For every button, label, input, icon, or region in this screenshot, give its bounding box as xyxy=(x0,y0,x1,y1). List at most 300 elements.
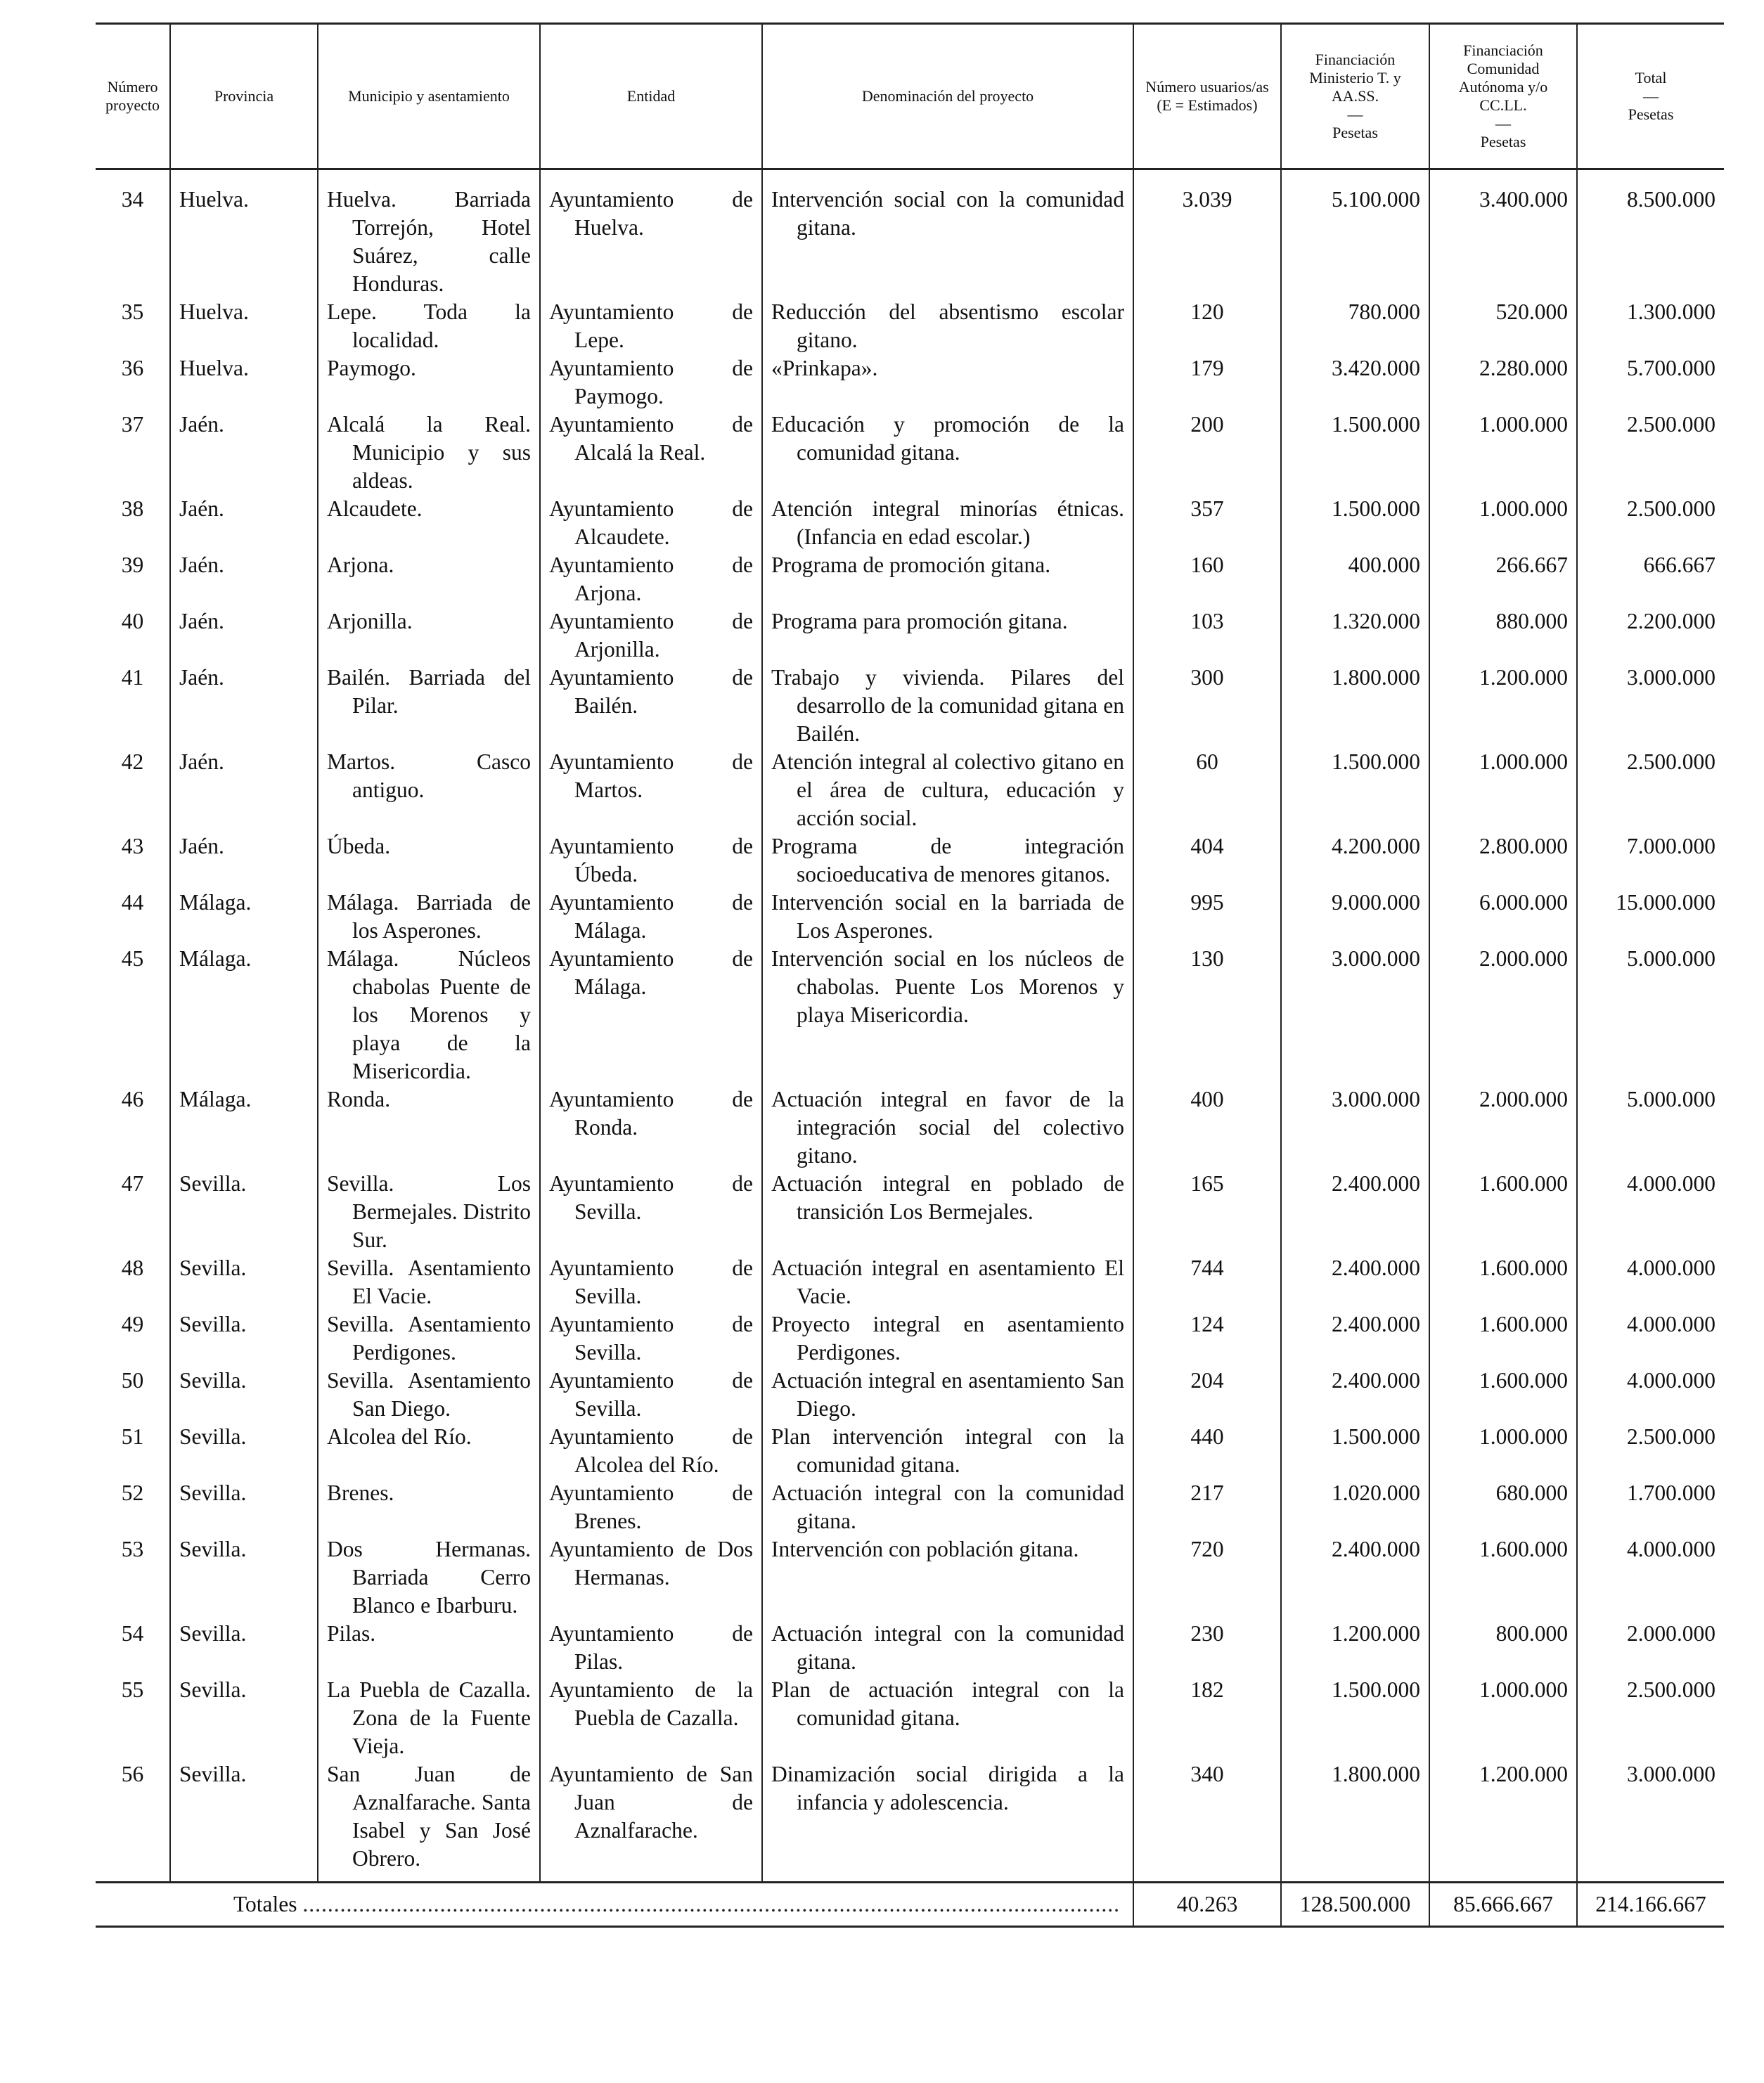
cell-provincia: Sevilla. xyxy=(170,1535,318,1620)
cell-usuarios: 720 xyxy=(1133,1535,1281,1620)
cell-entidad xyxy=(540,1254,762,1310)
cell-entidad xyxy=(540,354,762,411)
cell-entidad xyxy=(540,169,762,299)
cell-numero: 42 xyxy=(121,749,144,774)
totals-label: Totales xyxy=(233,1892,297,1916)
cell-numero: 51 xyxy=(121,1424,144,1449)
cell-municipio-text: Sevilla. Asentamiento Perdigones. xyxy=(327,1312,531,1365)
cell-ministerio: 1.020.000 xyxy=(1281,1479,1429,1535)
cell-usuarios: 130 xyxy=(1133,945,1281,1085)
cell-proyecto xyxy=(762,748,1133,832)
cell-ministerio: 3.000.000 xyxy=(1281,1085,1429,1170)
cell-ministerio: 4.200.000 xyxy=(1281,832,1429,889)
cell-ministerio: 400.000 xyxy=(1281,551,1429,607)
cell-proyecto-text: Intervención social en la barriada de Los Asperones. xyxy=(771,890,1124,943)
cell-provincia: Sevilla. xyxy=(170,1760,318,1883)
cell-entidad xyxy=(540,551,762,607)
cell-usuarios: 165 xyxy=(1133,1170,1281,1254)
cell-ministerio: 2.400.000 xyxy=(1281,1170,1429,1254)
cell-comunidad: 266.667 xyxy=(1429,551,1577,607)
table-row xyxy=(96,495,1724,551)
cell-municipio-text: Alcalá la Real. Municipio y sus aldeas. xyxy=(327,412,531,493)
cell-entidad xyxy=(540,889,762,945)
cell-ministerio: 2.400.000 xyxy=(1281,1367,1429,1423)
cell-proyecto-text: Educación y promoción de la comunidad gitana. xyxy=(771,412,1124,465)
cell-numero: 49 xyxy=(121,1312,144,1336)
cell-proyecto-text: Actuación integral en asentamiento San Diego. xyxy=(771,1368,1124,1421)
cell-comunidad: 3.400.000 xyxy=(1429,169,1577,299)
cell-entidad-text: Ayuntamiento de Sevilla. xyxy=(549,1256,753,1308)
cell-proyecto xyxy=(762,1760,1133,1883)
cell-proyecto-text: Atención integral al colectivo gitano en el área de cultura, educación y acción social. xyxy=(771,749,1124,830)
table-header xyxy=(96,24,1724,169)
cell-usuarios: 182 xyxy=(1133,1676,1281,1760)
header-total xyxy=(1577,24,1724,169)
cell-numero: 41 xyxy=(121,665,144,690)
header-comunidad-title: Financiación Comunidad Autónoma y/o CC.LL. xyxy=(1458,41,1548,114)
cell-provincia: Huelva. xyxy=(170,298,318,354)
cell-proyecto xyxy=(762,298,1133,354)
totals-label-cell xyxy=(96,1883,1133,1927)
cell-comunidad: 2.000.000 xyxy=(1429,945,1577,1085)
cell-comunidad: 1.000.000 xyxy=(1429,411,1577,495)
cell-usuarios: 60 xyxy=(1133,748,1281,832)
header-entidad: Entidad xyxy=(540,24,762,169)
table-row xyxy=(96,1535,1724,1620)
cell-municipio-text: Úbeda. xyxy=(327,834,391,858)
cell-municipio xyxy=(318,832,540,889)
cell-proyecto xyxy=(762,1423,1133,1479)
cell-entidad-text: Ayuntamiento de Alcolea del Río. xyxy=(549,1424,753,1477)
table-row xyxy=(96,354,1724,411)
cell-total: 7.000.000 xyxy=(1577,832,1724,889)
cell-municipio-text: Sevilla. Asentamiento San Diego. xyxy=(327,1368,531,1421)
cell-proyecto-text: Actuación integral en poblado de transición Los Bermejales. xyxy=(771,1171,1124,1224)
header-usuarios: Número usuarios/as (E = Estimados) xyxy=(1133,24,1281,169)
cell-proyecto xyxy=(762,1620,1133,1676)
cell-municipio-text: Arjonilla. xyxy=(327,609,413,633)
cell-numero: 56 xyxy=(121,1762,144,1786)
cell-usuarios: 160 xyxy=(1133,551,1281,607)
cell-proyecto xyxy=(762,1367,1133,1423)
cell-provincia: Málaga. xyxy=(170,945,318,1085)
cell-numero: 38 xyxy=(121,496,144,521)
cell-ministerio: 1.500.000 xyxy=(1281,1423,1429,1479)
table-row xyxy=(96,1423,1724,1479)
cell-proyecto-text: Programa de promoción gitana. xyxy=(771,553,1051,577)
cell-provincia: Sevilla. xyxy=(170,1254,318,1310)
cell-municipio xyxy=(318,298,540,354)
cell-municipio-text: Arjona. xyxy=(327,553,394,577)
header-total-title: Total xyxy=(1635,69,1667,86)
table-row xyxy=(96,298,1724,354)
cell-usuarios: 120 xyxy=(1133,298,1281,354)
cell-proyecto-text: Actuación integral con la comunidad gitana. xyxy=(771,1481,1124,1533)
cell-municipio-text: Pilas. xyxy=(327,1621,376,1646)
cell-entidad xyxy=(540,1676,762,1760)
cell-proyecto xyxy=(762,607,1133,664)
cell-entidad xyxy=(540,1760,762,1883)
totals-ministerio: 128.500.000 xyxy=(1281,1883,1429,1927)
cell-entidad xyxy=(540,607,762,664)
cell-municipio xyxy=(318,1479,540,1535)
cell-total: 4.000.000 xyxy=(1577,1254,1724,1310)
header-provincia: Provincia xyxy=(170,24,318,169)
cell-municipio-text: Dos Hermanas. Barriada Cerro Blanco e Ibarburu. xyxy=(327,1537,531,1618)
cell-proyecto xyxy=(762,495,1133,551)
cell-proyecto-text: Plan intervención integral con la comunidad gitana. xyxy=(771,1424,1124,1477)
cell-numero: 43 xyxy=(121,834,144,858)
cell-ministerio: 2.400.000 xyxy=(1281,1310,1429,1367)
cell-proyecto-text: «Prinkapa». xyxy=(771,356,878,380)
cell-municipio xyxy=(318,1254,540,1310)
cell-ministerio: 3.420.000 xyxy=(1281,354,1429,411)
cell-usuarios: 440 xyxy=(1133,1423,1281,1479)
cell-proyecto xyxy=(762,169,1133,299)
cell-comunidad: 6.000.000 xyxy=(1429,889,1577,945)
cell-comunidad: 1.600.000 xyxy=(1429,1170,1577,1254)
cell-comunidad: 1.000.000 xyxy=(1429,1423,1577,1479)
cell-comunidad: 2.000.000 xyxy=(1429,1085,1577,1170)
header-ministerio xyxy=(1281,24,1429,169)
cell-ministerio: 2.400.000 xyxy=(1281,1254,1429,1310)
table-row xyxy=(96,1170,1724,1254)
cell-usuarios: 357 xyxy=(1133,495,1281,551)
table-row xyxy=(96,1254,1724,1310)
cell-provincia: Jaén. xyxy=(170,551,318,607)
cell-ministerio: 5.100.000 xyxy=(1281,169,1429,299)
cell-usuarios: 3.039 xyxy=(1133,169,1281,299)
cell-total: 2.500.000 xyxy=(1577,1676,1724,1760)
cell-municipio xyxy=(318,495,540,551)
cell-proyecto-text: Plan de actuación integral con la comunidad gitana. xyxy=(771,1677,1124,1730)
cell-municipio-text: Sevilla. Los Bermejales. Distrito Sur. xyxy=(327,1171,531,1252)
table-row xyxy=(96,1310,1724,1367)
cell-entidad-text: Ayuntamiento de Málaga. xyxy=(549,946,753,999)
cell-total: 2.500.000 xyxy=(1577,411,1724,495)
cell-ministerio: 1.500.000 xyxy=(1281,1676,1429,1760)
cell-proyecto xyxy=(762,889,1133,945)
cell-comunidad: 1.600.000 xyxy=(1429,1367,1577,1423)
cell-total: 2.200.000 xyxy=(1577,607,1724,664)
header-municipio: Municipio y asentamiento xyxy=(318,24,540,169)
cell-total: 2.500.000 xyxy=(1577,1423,1724,1479)
cell-municipio xyxy=(318,169,540,299)
cell-ministerio: 3.000.000 xyxy=(1281,945,1429,1085)
cell-proyecto xyxy=(762,1085,1133,1170)
cell-usuarios: 204 xyxy=(1133,1367,1281,1423)
totals-total: 214.166.667 xyxy=(1577,1883,1724,1927)
cell-proyecto xyxy=(762,1479,1133,1535)
cell-provincia: Sevilla. xyxy=(170,1479,318,1535)
table-row xyxy=(96,169,1724,299)
cell-total: 2.500.000 xyxy=(1577,748,1724,832)
cell-municipio-text: Málaga. Barriada de los Asperones. xyxy=(327,890,531,943)
cell-entidad-text: Ayuntamiento de Úbeda. xyxy=(549,834,753,886)
cell-proyecto-text: Intervención con población gitana. xyxy=(771,1537,1079,1561)
header-comunidad xyxy=(1429,24,1577,169)
cell-entidad-text: Ayuntamiento de Málaga. xyxy=(549,890,753,943)
cell-total: 8.500.000 xyxy=(1577,169,1724,299)
cell-ministerio: 1.800.000 xyxy=(1281,1760,1429,1883)
cell-municipio-text: Lepe. Toda la localidad. xyxy=(327,299,531,352)
cell-ministerio: 780.000 xyxy=(1281,298,1429,354)
cell-provincia: Jaén. xyxy=(170,748,318,832)
cell-comunidad: 880.000 xyxy=(1429,607,1577,664)
cell-provincia: Jaén. xyxy=(170,411,318,495)
cell-entidad-text: Ayuntamiento de Lepe. xyxy=(549,299,753,352)
cell-entidad-text: Ayuntamiento de Pilas. xyxy=(549,1621,753,1674)
totals-usuarios: 40.263 xyxy=(1133,1883,1281,1927)
cell-comunidad: 1.200.000 xyxy=(1429,1760,1577,1883)
cell-entidad xyxy=(540,1620,762,1676)
cell-usuarios: 995 xyxy=(1133,889,1281,945)
project-table-page xyxy=(96,22,1724,1928)
cell-proyecto-text: Trabajo y vivienda. Pilares del desarrollo de la comunidad gitana en Bailén. xyxy=(771,665,1124,746)
cell-numero: 52 xyxy=(121,1481,144,1505)
cell-municipio xyxy=(318,664,540,748)
cell-municipio-text: Brenes. xyxy=(327,1481,394,1505)
cell-proyecto xyxy=(762,1310,1133,1367)
cell-municipio xyxy=(318,945,540,1085)
cell-provincia: Sevilla. xyxy=(170,1620,318,1676)
cell-total: 3.000.000 xyxy=(1577,1760,1724,1883)
cell-proyecto xyxy=(762,411,1133,495)
cell-proyecto-text: Proyecto integral en asentamiento Perdigones. xyxy=(771,1312,1124,1365)
table-row xyxy=(96,1479,1724,1535)
cell-municipio xyxy=(318,607,540,664)
cell-total: 666.667 xyxy=(1577,551,1724,607)
cell-numero: 55 xyxy=(121,1677,144,1702)
table-row xyxy=(96,1367,1724,1423)
cell-comunidad: 680.000 xyxy=(1429,1479,1577,1535)
cell-proyecto-text: Programa para promoción gitana. xyxy=(771,609,1068,633)
cell-ministerio: 1.200.000 xyxy=(1281,1620,1429,1676)
cell-entidad xyxy=(540,495,762,551)
cell-proyecto xyxy=(762,1676,1133,1760)
cell-numero: 44 xyxy=(121,890,144,915)
cell-numero: 40 xyxy=(121,609,144,633)
table-row xyxy=(96,607,1724,664)
table-row xyxy=(96,551,1724,607)
cell-provincia: Málaga. xyxy=(170,889,318,945)
cell-comunidad: 1.000.000 xyxy=(1429,748,1577,832)
cell-numero: 54 xyxy=(121,1621,144,1646)
cell-municipio-text: La Puebla de Cazalla. Zona de la Fuente Vieja. xyxy=(327,1677,531,1758)
cell-provincia: Jaén. xyxy=(170,664,318,748)
cell-proyecto xyxy=(762,1170,1133,1254)
cell-municipio-text: Huelva. Barriada Torrejón, Hotel Suárez, calle Honduras. xyxy=(327,187,531,296)
cell-entidad-text: Ayuntamiento de Paymogo. xyxy=(549,356,753,408)
cell-municipio-text: Málaga. Núcleos chabolas Puente de los Morenos y playa de la Misericordia. xyxy=(327,946,531,1083)
cell-municipio-text: Sevilla. Asentamiento El Vacie. xyxy=(327,1256,531,1308)
cell-provincia: Jaén. xyxy=(170,495,318,551)
cell-entidad xyxy=(540,664,762,748)
table-row xyxy=(96,889,1724,945)
table-row xyxy=(96,1760,1724,1883)
cell-entidad-text: Ayuntamiento de Alcaudete. xyxy=(549,496,753,549)
cell-entidad xyxy=(540,1367,762,1423)
cell-usuarios: 103 xyxy=(1133,607,1281,664)
header-numero-proyecto: Número proyecto xyxy=(96,24,170,169)
cell-municipio xyxy=(318,1423,540,1479)
cell-numero: 35 xyxy=(121,299,144,324)
table-body xyxy=(96,169,1724,1883)
cell-comunidad: 520.000 xyxy=(1429,298,1577,354)
cell-total: 5.000.000 xyxy=(1577,945,1724,1085)
cell-entidad-text: Ayuntamiento de Martos. xyxy=(549,749,753,802)
cell-entidad-text: Ayuntamiento de Arjona. xyxy=(549,553,753,605)
cell-numero: 46 xyxy=(121,1087,144,1111)
cell-provincia: Sevilla. xyxy=(170,1310,318,1367)
cell-comunidad: 1.600.000 xyxy=(1429,1535,1577,1620)
cell-numero: 47 xyxy=(121,1171,144,1196)
cell-comunidad: 1.000.000 xyxy=(1429,495,1577,551)
cell-entidad xyxy=(540,1423,762,1479)
cell-proyecto-text: Actuación integral en asentamiento El Vacie. xyxy=(771,1256,1124,1308)
cell-total: 2.000.000 xyxy=(1577,1620,1724,1676)
cell-municipio xyxy=(318,354,540,411)
cell-municipio-text: Alcaudete. xyxy=(327,496,423,521)
cell-municipio xyxy=(318,1760,540,1883)
cell-usuarios: 230 xyxy=(1133,1620,1281,1676)
totals-leader-dots: ................................................................................................................................... xyxy=(302,1892,1121,1916)
cell-municipio xyxy=(318,748,540,832)
table-footer xyxy=(96,1883,1724,1927)
cell-municipio-text: Bailén. Barriada del Pilar. xyxy=(327,665,531,718)
cell-entidad-text: Ayuntamiento de Sevilla. xyxy=(549,1312,753,1365)
table-row xyxy=(96,664,1724,748)
cell-ministerio: 1.500.000 xyxy=(1281,495,1429,551)
cell-municipio xyxy=(318,889,540,945)
cell-proyecto-text: Reducción del absentismo escolar gitano. xyxy=(771,299,1124,352)
cell-numero: 37 xyxy=(121,412,144,437)
cell-proyecto xyxy=(762,354,1133,411)
cell-municipio xyxy=(318,411,540,495)
cell-comunidad: 1.200.000 xyxy=(1429,664,1577,748)
cell-entidad-text: Ayuntamiento de Alcalá la Real. xyxy=(549,412,753,465)
cell-entidad xyxy=(540,1479,762,1535)
cell-municipio xyxy=(318,1620,540,1676)
cell-entidad-text: Ayuntamiento de Huelva. xyxy=(549,187,753,240)
cell-total: 4.000.000 xyxy=(1577,1310,1724,1367)
cell-proyecto xyxy=(762,1535,1133,1620)
cell-provincia: Sevilla. xyxy=(170,1367,318,1423)
cell-entidad-text: Ayuntamiento de Brenes. xyxy=(549,1481,753,1533)
cell-provincia: Málaga. xyxy=(170,1085,318,1170)
cell-entidad xyxy=(540,748,762,832)
cell-entidad xyxy=(540,832,762,889)
table-row xyxy=(96,945,1724,1085)
header-total-dash: — xyxy=(1643,87,1659,105)
cell-municipio xyxy=(318,1085,540,1170)
cell-total: 2.500.000 xyxy=(1577,495,1724,551)
cell-municipio-text: Ronda. xyxy=(327,1087,391,1111)
cell-provincia: Sevilla. xyxy=(170,1423,318,1479)
totals-row xyxy=(96,1883,1724,1927)
cell-entidad-text: Ayuntamiento de San Juan de Aznalfarache. xyxy=(549,1762,753,1843)
table-row xyxy=(96,1620,1724,1676)
cell-entidad-text: Ayuntamiento de Ronda. xyxy=(549,1087,753,1140)
cell-entidad xyxy=(540,1085,762,1170)
header-ministerio-dash: — xyxy=(1347,105,1363,123)
cell-numero: 39 xyxy=(121,553,144,577)
cell-usuarios: 744 xyxy=(1133,1254,1281,1310)
cell-usuarios: 300 xyxy=(1133,664,1281,748)
cell-usuarios: 340 xyxy=(1133,1760,1281,1883)
cell-usuarios: 200 xyxy=(1133,411,1281,495)
cell-entidad xyxy=(540,1170,762,1254)
cell-proyecto xyxy=(762,664,1133,748)
cell-total: 5.000.000 xyxy=(1577,1085,1724,1170)
cell-proyecto xyxy=(762,945,1133,1085)
cell-municipio xyxy=(318,1676,540,1760)
table-row xyxy=(96,748,1724,832)
cell-proyecto-text: Programa de integración socioeducativa de menores gitanos. xyxy=(771,834,1124,886)
cell-usuarios: 400 xyxy=(1133,1085,1281,1170)
cell-municipio-text: Alcolea del Río. xyxy=(327,1424,472,1449)
cell-provincia: Huelva. xyxy=(170,169,318,299)
cell-municipio-text: Paymogo. xyxy=(327,356,416,380)
cell-provincia: Jaén. xyxy=(170,832,318,889)
cell-comunidad: 1.600.000 xyxy=(1429,1254,1577,1310)
cell-entidad-text: Ayuntamiento de Sevilla. xyxy=(549,1368,753,1421)
cell-ministerio: 1.500.000 xyxy=(1281,411,1429,495)
cell-ministerio: 2.400.000 xyxy=(1281,1535,1429,1620)
header-ministerio-unit: Pesetas xyxy=(1332,124,1378,141)
cell-numero: 34 xyxy=(121,187,144,212)
header-ministerio-title: Financiación Ministerio T. y AA.SS. xyxy=(1309,51,1401,105)
cell-proyecto-text: Atención integral minorías étnicas. (Infancia en edad escolar.) xyxy=(771,496,1124,549)
cell-comunidad: 2.800.000 xyxy=(1429,832,1577,889)
cell-entidad-text: Ayuntamiento de Arjonilla. xyxy=(549,609,753,662)
cell-total: 4.000.000 xyxy=(1577,1170,1724,1254)
cell-ministerio: 9.000.000 xyxy=(1281,889,1429,945)
cell-comunidad: 1.000.000 xyxy=(1429,1676,1577,1760)
cell-entidad-text: Ayuntamiento de Bailén. xyxy=(549,665,753,718)
cell-municipio xyxy=(318,1310,540,1367)
cell-municipio xyxy=(318,1367,540,1423)
cell-numero: 45 xyxy=(121,946,144,971)
cell-usuarios: 404 xyxy=(1133,832,1281,889)
cell-comunidad: 800.000 xyxy=(1429,1620,1577,1676)
cell-proyecto-text: Dinamización social dirigida a la infancia y adolescencia. xyxy=(771,1762,1124,1814)
cell-total: 15.000.000 xyxy=(1577,889,1724,945)
cell-proyecto xyxy=(762,551,1133,607)
cell-ministerio: 1.500.000 xyxy=(1281,748,1429,832)
totals-comunidad: 85.666.667 xyxy=(1429,1883,1577,1927)
cell-provincia: Jaén. xyxy=(170,607,318,664)
cell-municipio xyxy=(318,1170,540,1254)
cell-provincia: Huelva. xyxy=(170,354,318,411)
cell-total: 5.700.000 xyxy=(1577,354,1724,411)
cell-proyecto-text: Actuación integral con la comunidad gitana. xyxy=(771,1621,1124,1674)
cell-municipio-text: Martos. Casco antiguo. xyxy=(327,749,531,802)
cell-ministerio: 1.800.000 xyxy=(1281,664,1429,748)
cell-provincia: Sevilla. xyxy=(170,1170,318,1254)
header-comunidad-dash: — xyxy=(1495,115,1511,132)
cell-total: 1.300.000 xyxy=(1577,298,1724,354)
cell-ministerio: 1.320.000 xyxy=(1281,607,1429,664)
cell-proyecto-text: Intervención social con la comunidad gitana. xyxy=(771,187,1124,240)
cell-municipio-text: San Juan de Aznalfarache. Santa Isabel y San José Obrero. xyxy=(327,1762,531,1871)
header-comunidad-unit: Pesetas xyxy=(1480,133,1526,150)
projects-table xyxy=(96,22,1724,1928)
cell-entidad xyxy=(540,411,762,495)
cell-total: 1.700.000 xyxy=(1577,1479,1724,1535)
cell-numero: 50 xyxy=(121,1368,144,1393)
cell-municipio xyxy=(318,1535,540,1620)
